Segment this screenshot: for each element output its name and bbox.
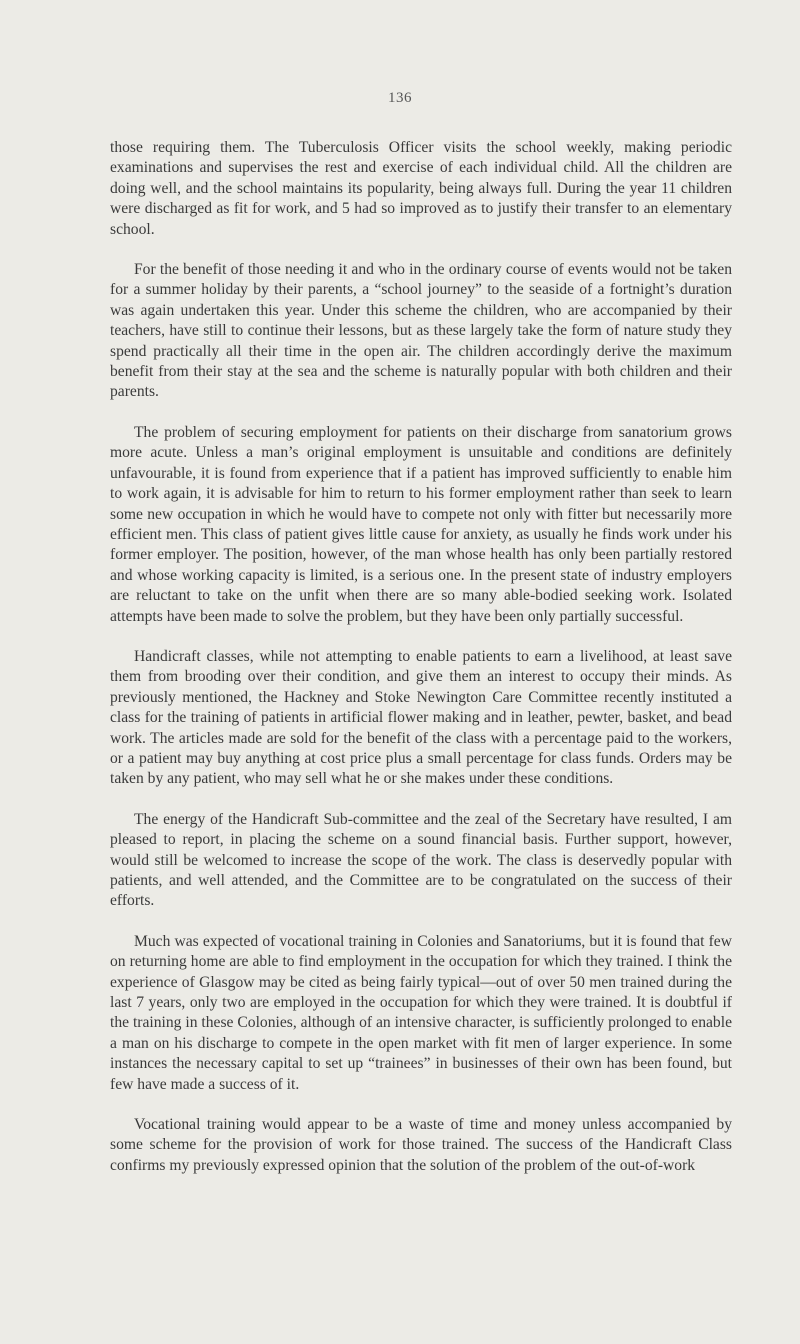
- document-body: [110, 138, 732, 1196]
- page-number: 136: [388, 90, 412, 106]
- paragraph-employment-problem: The problem of securing employment for patients on their discharge from sanatorium grows more acute. Unless a man’s original employment is unsuitable and conditions are definitely unfavourable, it is found from experience that if a patient has improved sufficiently to enable him to work again, it is advisable for him to return to his former employment rather than seek to learn some new occupation in which he would have to compete not only with fitter but necessarily more efficient men. This class of patient gives little cause for anxiety, as usually he finds work under his former employer. The position, however, of the man whose health has only been partially restored and whose working capacity is limited, is a serious one. In the present state of industry employers are reluctant to take on the unfit when there are so many able-bodied seeking work. Isolated attempts have been made to solve the problem, but they have been only partially successful.: [110, 423, 732, 625]
- paragraph-handicraft-subcommittee: The energy of the Handicraft Sub-committee and the zeal of the Secretary have resulted, I am pleased to report, in placing the scheme on a sound financial basis. Further support, however, would still be welcomed to increase the scope of the work. The class is deservedly popular with patients, and well attended, and the Committee are to be congratulated on the success of their efforts.: [110, 810, 732, 910]
- paragraph-school-continuation: those requiring them. The Tuberculosis Officer visits the school weekly, making periodic examinations and supervises the rest and exercise of each individual child. All the children are doing well, and the school maintains its popularity, being always full. During the year 11 children were discharged as fit for work, and 5 had so improved as to justify their transfer to an elementary school.: [110, 139, 732, 238]
- paragraph-vocational-training-colonies: Much was expected of vocational training in Colonies and Sanatoriums, but it is found that few on returning home are able to find employment in the occupation for which they trained. I think the experience of Glasgow may be cited as being fairly typical—out of over 50 men trained during the last 7 years, only two are employed in the occupation for which they were trained. It is doubtful if the training in these Colonies, although of an intensive character, is sufficiently prolonged to enable a man on his discharge to compete in the open market with fit men of larger experience. In some instances the necessary capital to set up “trainees” in businesses of their own has been found, but few have made a success of it.: [110, 932, 732, 1093]
- paragraph-vocational-training-waste: Vocational training would appear to be a waste of time and money unless accompanied by some scheme for the provision of work for those trained. The success of the Handicraft Class confirms my previously expressed opinion that the solution of the problem of the out-of-work: [110, 1116, 732, 1174]
- paragraph-handicraft-classes: Handicraft classes, while not attempting to enable patients to earn a livelihood, at least save them from brooding over their condition, and give them an interest to occupy their minds. As previously mentioned, the Hackney and Stoke Newington Care Committee recently instituted a class for the training of patients in artificial flower making and in leather, pewter, basket, and bead work. The articles made are sold for the benefit of the class with a percentage paid to the workers, or a patient may buy anything at cost price plus a small percentage for class funds. Orders may be taken by any patient, who may sell what he or she makes under these conditions.: [110, 647, 732, 788]
- paragraph-school-journey: For the benefit of those needing it and who in the ordinary course of events would not be taken for a summer holiday by their parents, a “school journey” to the seaside of a fortnight’s duration was again undertaken this year. Under this scheme the children, who are accompanied by their teachers, have still to continue their lessons, but as these largely take the form of nature study they spend practically all their time in the open air. The children accordingly derive the maximum benefit from their stay at the sea and the scheme is naturally popular with both children and their parents.: [110, 261, 732, 401]
